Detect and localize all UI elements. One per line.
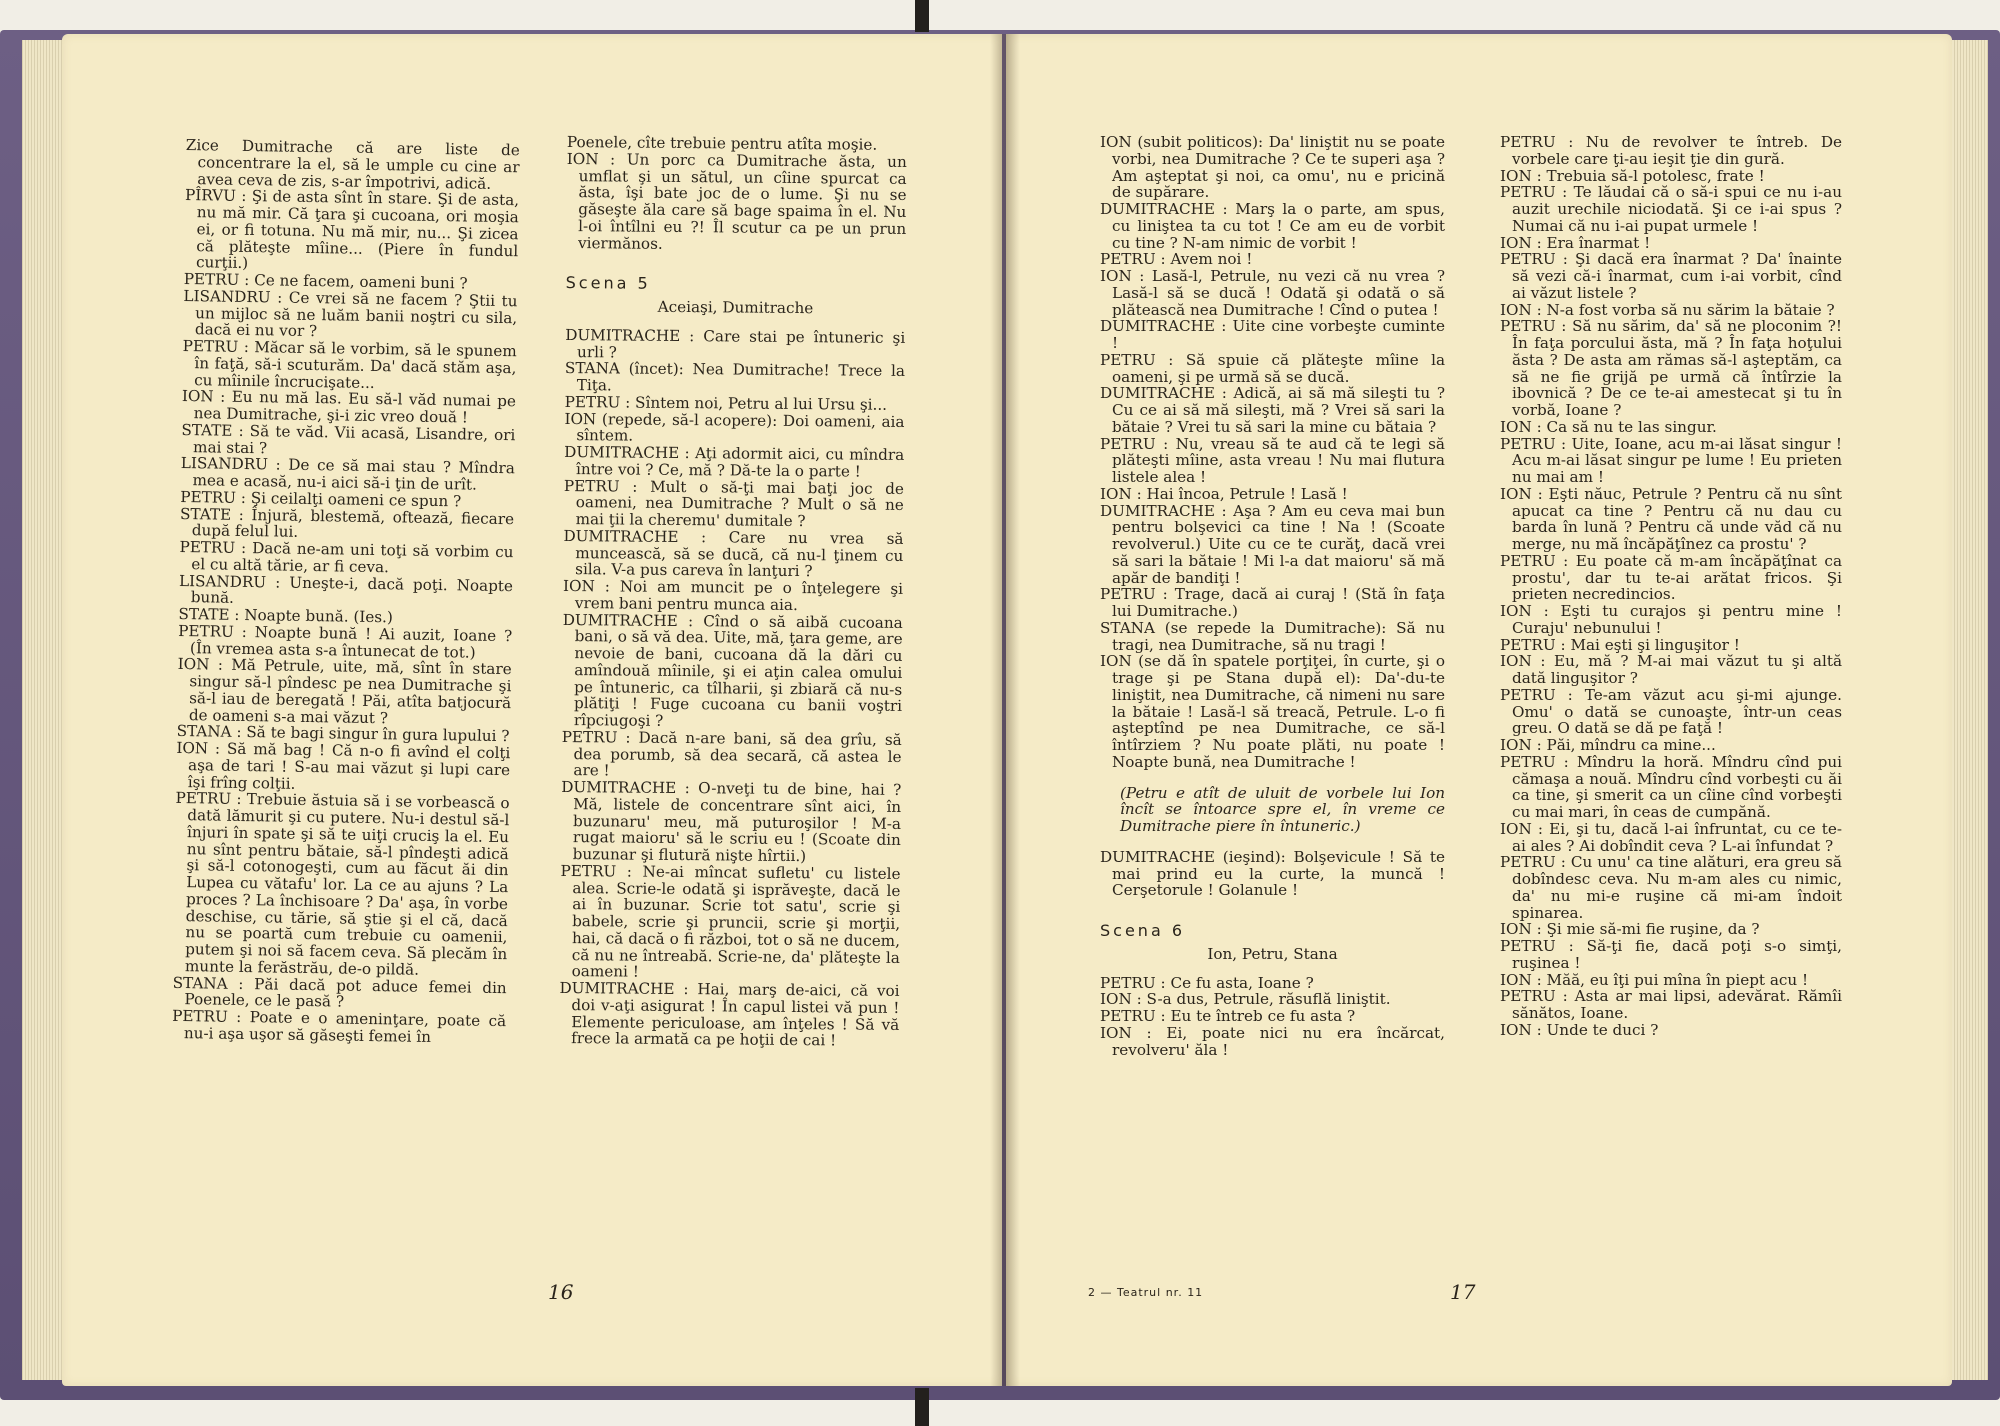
dialogue-line: LISANDRU : De ce să mai stau ? Mîndra mea e acasă, nu-i aici să-i ţin de urît. (180, 454, 515, 494)
dialogue-line: PÎRVU : Şi de asta sînt în stare. Şi de asta, nu mă mir. Că ţara şi cucoana, ori moşia ei, or fi totuna. Nu mă mir, nu... Şi zicea că plăteşte mîine... (Piere în fundul curţii.) (184, 186, 520, 273)
dialogue-line: PETRU : Eu te întreb ce fu asta ? (1100, 1007, 1356, 1025)
left-page-column-1 (172, 137, 520, 1047)
page-footer-signature: 2 — Teatrul nr. 11 (1088, 1286, 1204, 1299)
dialogue-line: ION : Mă Petrule, uite, mă, sînt în stare singur să-l pîndesc pe nea Dumitrache şi să-l iau de beregată ! Păi, atîta batjocură de oameni s-a mai văzut ? (177, 655, 512, 727)
dialogue-line: PETRU : Să nu sărim, da' să ne ploconim ?! În faţa porcului ăsta, mă ? În faţa hoţului ăsta ? De asta am rămas să-l aşteptăm, ca să ne fie grijă pe urmă că întîrzie la ibovnică ? De ce te-ai amestecat şi tu în vorbă, Ioane ? (1500, 317, 1842, 419)
dialogue-line: PETRU : Dacă ne-am uni toţi să vorbim cu el cu altă tărie, ar fi ceva. (179, 537, 514, 576)
dialogue-line: PETRU : Mult o să-ţi mai baţi joc de oameni, nea Dumitrache ? Mult o să ne mai ţii la cheremu' dumitale ? (563, 476, 904, 531)
dialogue-line: PETRU : Măcar să le vorbim, să le spunem în faţă, să-i scuturăm. Da' dacă stăm aşa, cu mîinile încrucişate... (182, 336, 517, 392)
dialogue-line: PETRU : Cu unu' ca tine alături, era greu să dobîndesc ceva. Nu m-am ales cu nimic, da' nu mi-e ruşine că mi-am îndoit spinarea. (1500, 853, 1842, 922)
dialogue-line: ION : Eşti năuc, Petrule ? Pentru că nu sînt apucat ca tine ? Pentru că nu dau cu barda în lună ? Pentru că unde văd că nu merge, nu mă încăpăţînez ca prostu' ? (1500, 484, 1842, 553)
dialogue-line: ION : Ei, poate nici nu era încărcat, revolveru' ăla ! (1100, 1023, 1445, 1059)
dialogue-line: Poenele, cîte trebuie pentru atîta moşie. (566, 133, 878, 154)
dialogue-line: STATE : Înjură, blestemă, oftează, fiecare după felul lui. (179, 504, 515, 542)
dialogue-line: DUMITRACHE : Aţi adormit aici, cu mîndra între voi ? Ce, mă ? Dă-te la o parte ! (564, 442, 905, 481)
dialogue-line: PETRU : Trage, dacă ai curaj ! (Stă în faţa lui Dumitrache.) (1100, 585, 1445, 620)
dialogue-line: PETRU : Dacă n-are bani, să dea grîu, să dea porumb, să dea secară, că astea le are ! (561, 727, 902, 780)
dialogue-line: ION (se dă în spatele porţiţei, în curte, şi o trage şi pe Stana după el): Da'-du-te liniştit, nea Dumitrache, că nimeni nu sare la bătaie ! Lasă-l să treacă, Petrule. L-o fi aşteptînd pe nea Dumitrache, ce să-l întîrziem ? Nu poate plăti, nu poate ! Noapte bună, nea Dumitrache ! (1100, 652, 1445, 771)
dialogue-line: DUMITRACHE : Care nu vrea să muncească, să se ducă, că nu-l ţinem cu sila. V-a pus careva în lanţuri ? (563, 526, 904, 581)
dialogue-line: ION : N-a fost vorba să nu sărim la bătaie ? (1500, 300, 1835, 319)
dialogue-line: Zice Dumitrache că are liste de concentrare la el, să le umple cu cine ar avea ceva de zis, s-ar împotrivi, adică. (185, 136, 520, 193)
dialogue-line: ION : Păi, mîndru ca mine... (1500, 736, 1716, 754)
right-page-edges (1952, 40, 1988, 1380)
dialogue-line: PETRU : Asta ar mai lipsi, adevărat. Rămîi sănătos, Ioane. (1500, 987, 1842, 1022)
dialogue-line: ION : Ei, şi tu, dacă l-ai înfruntat, cu ce te-ai ales ? Ai dobîndit ceva ? L-ai înfundat ? (1500, 819, 1842, 855)
dialogue-line: DUMITRACHE : Care stai pe întuneric şi urli ? (565, 325, 906, 361)
dialogue-line: ION : Măă, eu îţi pui mîna în piept acu ! (1500, 970, 1809, 989)
dialogue-line: PETRU : Ce fu asta, Ioane ? (1100, 973, 1314, 992)
dialogue-line: ION : Hai încoa, Petrule ! Lasă ! (1100, 484, 1348, 503)
dialogue-line: PETRU : Ce ne facem, oameni buni ? (183, 269, 468, 293)
dialogue-line: ION : Eşti tu curajos şi pentru mine ! Curaju' nebunului ! (1500, 602, 1842, 637)
dialogue-line: DUMITRACHE : Cînd o să aibă cucoana bani, o să vă dea. Uite, mă, ţara geme, are nevoie de bani, cucoana dă la dări cu amîndouă mîinile, şi ei aţin calea omului pe întuneric, ca tîlharii, şi zbiară că nu-s plătiţi ! Fuge cucoana cu banii voştri rîpciugoşi ? (562, 610, 903, 730)
dialogue-line: ION : Eu nu mă las. Eu să-l văd numai pe nea Dumitrache, şi-i zic vreo două ! (181, 387, 517, 427)
scene-6-heading: Scena 6 (1100, 921, 1186, 940)
bookmark-ribbon-top (915, 0, 929, 32)
scene-6-cast: Ion, Petru, Stana (1207, 944, 1338, 963)
dialogue-line: ION : Un porc ca Dumitrache ăsta, un umflat şi un sătul, un cîine spurcat ca ăsta, îşi bate joc de o lume. Şi nu se găseşte ăla care să bage spaima în el. Nu l-oi întîlni eu ?! Îl scutur ca pe un prun viermănos. (566, 149, 907, 253)
dialogue-line: ION : Lasă-l, Petrule, nu vezi că nu vrea ? Lasă-l să se ducă ! Odată şi odată o să plătească nea Dumitrache ! Cînd o putea ! (1100, 267, 1445, 319)
dialogue-line: ION : Să mă bag ! Că n-o fi avînd el colţi aşa de tari ! S-au mai văzut şi lupi care îşi frîng colţii. (176, 738, 511, 793)
dialogue-line: PETRU : Şi ceilalţi oameni ce spun ? (180, 487, 462, 511)
left-page-column-2 (559, 134, 907, 1050)
dialogue-line: ION (repede, să-l acopere): Doi oameni, aia sîntem. (564, 409, 905, 445)
dialogue-line: PETRU : Te-am văzut acu şi-mi ajunge. Omu' o dată se cunoaşte, într-un ceas greu. O dată se dă pe faţă ! (1500, 685, 1842, 738)
dialogue-line: PETRU : Mîndru la horă. Mîndru cînd pui cămaşa a nouă. Mîndru cînd vorbeşti cu ăi ca tine, şi smerit ca un cîine cînd vorbeşti cu mai mari, în ceas de cumpănă. (1500, 752, 1842, 821)
dialogue-line: PETRU : Poate e o ameninţare, poate că nu-i aşa uşor să găseşti femei în (172, 1006, 507, 1046)
dialogue-line: PETRU : Avem noi ! (1100, 250, 1253, 269)
page-number-left: 16 (548, 1280, 574, 1304)
scene-5-cast: Aceiaşi, Dumitrache (657, 297, 814, 318)
dialogue-line: PETRU : Nu, vreau să te aud că te legi să plăteşti mîine, asta vreau ! Nu mai flutura listele alea ! (1100, 434, 1445, 486)
dialogue-line: PETRU : Şi dacă era înarmat ? Da' înainte să vezi că-i înarmat, cum i-ai vorbit, cînd ai văzut listele ? (1500, 250, 1842, 302)
dialogue-line: PETRU : Noapte bună ! Ai auzit, Ioane ? (În vremea asta s-a întunecat de tot.) (178, 621, 513, 662)
dialogue-line: DUMITRACHE : O-nveţi tu de bine, hai ? Mă, listele de concentrare sînt aici, în buzunaru' meu, mă puturoşilor ! M-a rugat maioru' să le scriu eu ! (Scoate din buzunar şi flutură nişte hîrtii.) (561, 777, 902, 866)
dialogue-line: LISANDRU : Uneşte-i, dacă poţi. Noapte bună. (178, 571, 514, 608)
page-number-right: 17 (1450, 1280, 1476, 1304)
dialogue-line: DUMITRACHE : Aşa ? Am eu ceva mai bun pentru bolşevici ca tine ! Na ! (Scoate revolverul.) Uite cu ce te curăţ, dacă vrei să sari la bătaie ! Mi l-a dat maioru' să mă apăr de bandiţi ! (1100, 501, 1445, 587)
dialogue-line: PETRU : Uite, Ioane, acu m-ai lăsat singur ! Acu m-ai lăsat singur pe lume ! Eu prieten nu mai am ! (1500, 434, 1842, 486)
right-page-column-3 (1100, 134, 1445, 1058)
dialogue-line: ION (subit politicos): Da' liniştit nu se poate vorbi, nea Dumitrache ? Ce te superi aşa ? Am aşteptat şi noi, ca omu', nu e pricină de supărare. (1100, 133, 1445, 202)
dialogue-line: DUMITRACHE : Hai, marş de-aici, că voi doi v-aţi asigurat ! În capul listei vă pun ! Elemente periculoase, am înţeles ! Să vă frece la armată ca pe hoţii de cai ! (559, 978, 900, 1050)
dialogue-line: STANA (se repede la Dumitrache): Să nu tragi, nea Dumitrache, să nu tragi ! (1100, 618, 1445, 654)
dialogue-line: ION : Trebuia să-l potolesc, frate ! (1500, 166, 1765, 185)
dialogue-line: PETRU : Eu poate că m-am încăpăţînat ca prostu', dar tu te-ai arătat fricos. Şi prieten necredincios. (1500, 551, 1842, 604)
dialogue-line: STANA (încet): Nea Dumitrache! Trece la Tiţa. (564, 359, 906, 395)
dialogue-line: PETRU : Să spuie că plăteşte mîine la oameni, şi pe urmă să se ducă. (1100, 350, 1445, 386)
stage-direction: (Petru e atît de uluit de vorbele lui Ion încît se întoarce spre el, în vreme ce Dumitrache piere în întuneric.) (1120, 783, 1445, 835)
dialogue-line: PETRU : Sîntem noi, Petru al lui Ursu şi... (564, 392, 888, 414)
dialogue-line: ION : Unde te duci ? (1500, 1020, 1659, 1039)
bookmark-ribbon-bottom (915, 1388, 929, 1426)
dialogue-line: STATE : Noapte bună. (Ies.) (178, 604, 394, 627)
dialogue-line: PETRU : Trebuie ăstuia să i se vorbească o dată lămurit şi cu putere. Nu-i destul să-l înjuri în spate şi să te uiţi cruciş la el. Eu nu sînt pentru bătaie, să-l pîndeşti adică şi să-l cotonogeşti, cum au făcut ăi din Lupea cu vătafu' lor. La ce au ajuns ? La proces ? La închisoare ? Da' aşa, în vorbe deschise, cu tărie, să ştie şi el că, dacă nu se poartă cum trebuie cu oamenii, putem şi noi să facem ceva. Să plecăm în munte la ferăstrău, de-o pildă. (175, 789, 510, 979)
dialogue-line: PETRU : Te lăudai că o să-i spui ce nu i-au auzit urechile niciodată. Şi ce i-ai spus ? Numai că nu i-ai pupat urmele ! (1500, 183, 1842, 235)
dialogue-line: PETRU : Să-ţi fie, dacă poţi s-o simţi, ruşinea ! (1500, 937, 1842, 972)
dialogue-line: ION : S-a dus, Petrule, răsuflă liniştit. (1100, 990, 1391, 1009)
dialogue-line: ION : Noi am muncit pe o înţelegere şi vrem bani pentru munca aia. (562, 576, 904, 614)
left-page-edges (22, 40, 62, 1380)
book-gutter (990, 34, 1020, 1386)
dialogue-line: ION : Era înarmat ! (1500, 233, 1651, 252)
dialogue-line: STANA : Păi dacă pot aduce femei din Poenele, ce le pasă ? (172, 973, 507, 1011)
dialogue-line: ION : Eu, mă ? M-ai mai văzut tu şi altă dată linguşitor ? (1500, 652, 1842, 687)
scene-5-heading: Scena 5 (565, 273, 651, 293)
dialogue-line: PETRU : Ne-ai mîncat sufletu' cu listele alea. Scrie-le odată şi isprăveşte, dacă le ai în buzunar. Scrie tot satu', scrie şi babele, scrie şi pruncii, scrie şi morţii, hai, că dacă o fi război, tot o să ne ducem, că nu ne întreabă. Scrie-ne, da' plăteşte la oameni ! (560, 861, 901, 981)
dialogue-line: ION : Şi mie să-mi fie ruşine, da ? (1500, 920, 1760, 939)
dialogue-line: DUMITRACHE : Adică, ai să mă sileşti tu ? Cu ce ai să mă sileşti, mă ? Vrei să sari la bătaie ? Vrei tu să sari la mine cu bătaia ? (1100, 384, 1445, 436)
dialogue-line: DUMITRACHE : Uite cine vorbeşte cuminte ! (1100, 317, 1445, 352)
dialogue-line: DUMITRACHE : Marş la o parte, am spus, cu liniştea ta cu tot ! Ce am eu de vorbit cu tine ? N-am nimic de vorbit ! (1100, 200, 1445, 252)
dialogue-line: DUMITRACHE (ieşind): Bolşevicule ! Să te mai prind eu la curte, la muncă ! Cerşetorule ! Golanule ! (1100, 847, 1445, 900)
dialogue-line: ION : Ca să nu te las singur. (1500, 417, 1717, 436)
dialogue-line: PETRU : Nu de revolver te întreb. De vorbele care ţi-au ieşit ţie din gură. (1500, 133, 1842, 168)
right-page-column-4 (1500, 134, 1842, 1039)
dialogue-line: STANA : Să te bagi singur în gura lupului ? (176, 722, 510, 746)
dialogue-line: PETRU : Mai eşti şi linguşitor ! (1500, 635, 1740, 654)
dialogue-line: LISANDRU : Ce vrei să ne facem ? Ştii tu un mijloc să ne luăm banii noştri cu sila, dacă ei nu vor ? (183, 286, 518, 341)
dialogue-line: STATE : Să te văd. Vii acasă, Lisandre, ori mai stai ? (181, 420, 516, 457)
